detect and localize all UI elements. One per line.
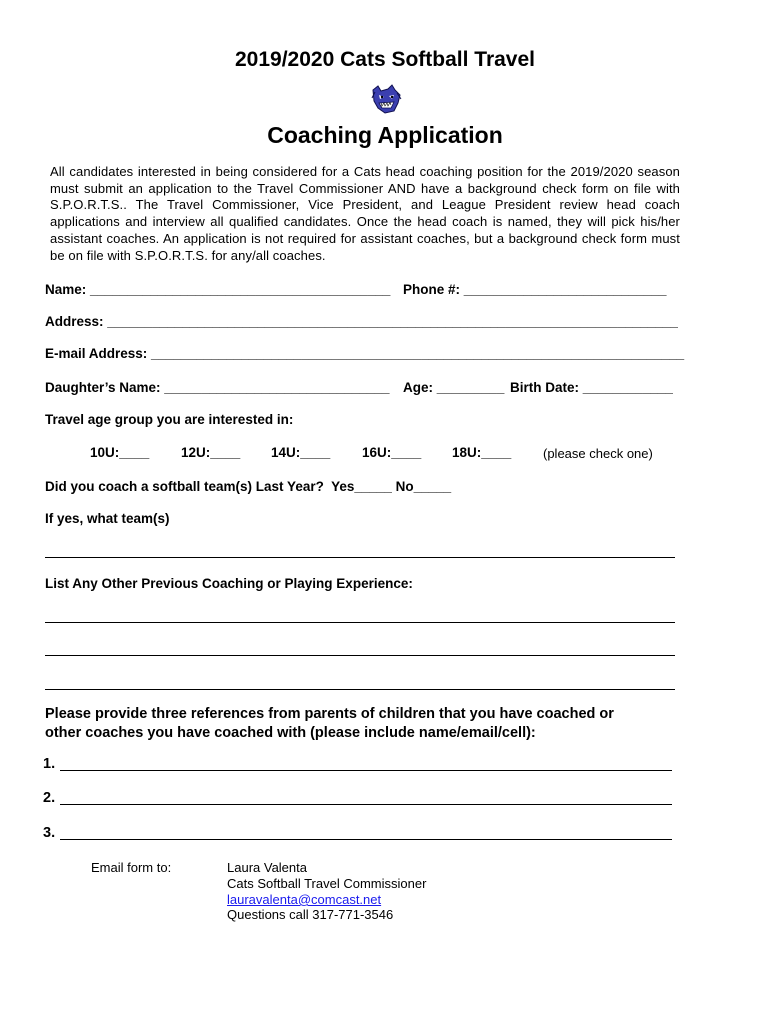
experience-label: List Any Other Previous Coaching or Playing Experience: [45,576,413,591]
name-field[interactable]: Name: ________________________________________ [45,282,391,297]
form-subtitle: Coaching Application [267,122,503,148]
reference-number-2: 2. [43,790,56,806]
reference-line-3[interactable] [60,839,672,840]
contact-email-link[interactable]: lauravalenta@comcast.net [227,892,382,907]
check-one-note: (please check one) [543,446,653,461]
team-answer-line[interactable] [45,557,675,558]
age-option-12u[interactable]: 12U:____ [181,445,241,460]
age-option-18u[interactable]: 18U:____ [452,445,512,460]
birth-date-field[interactable]: Birth Date: ____________ [510,380,673,395]
page-title: 2019/2020 Cats Softball Travel [235,48,535,71]
reference-line-1[interactable] [60,770,672,771]
contact-phone: Questions call 317-771-3546 [227,907,394,922]
last-year-question[interactable]: Did you coach a softball team(s) Last Year? Yes_____ No_____ [45,479,452,494]
age-option-14u[interactable]: 14U:____ [271,445,331,460]
experience-line-3[interactable] [45,689,675,690]
age-option-16u[interactable]: 16U:____ [362,445,422,460]
experience-line-1[interactable] [45,622,675,623]
references-prompt-line1: Please provide three references from parents of children that you have coached or [45,706,614,722]
daughter-name-field[interactable]: Daughter’s Name: ______________________________ [45,380,390,395]
phone-field[interactable]: Phone #: ___________________________ [403,282,667,297]
references-prompt-line2: other coaches you have coached with (please include name/email/cell): [45,725,536,741]
wildcat-mascot-icon [370,84,402,114]
contact-name: Laura Valenta [227,860,307,875]
age-group-question: Travel age group you are interested in: [45,412,294,427]
address-field[interactable]: Address: ____________________________________________________________________________ [45,314,678,329]
email-field[interactable]: E-mail Address: _______________________________________________________________________ [45,346,685,361]
experience-line-2[interactable] [45,655,675,656]
age-field[interactable]: Age: _________ [403,380,505,395]
age-option-10u[interactable]: 10U:____ [90,445,150,460]
if-yes-label: If yes, what team(s) [45,511,170,526]
reference-number-1: 1. [43,756,56,772]
reference-line-2[interactable] [60,804,672,805]
email-form-to-label: Email form to: [91,860,172,875]
contact-role: Cats Softball Travel Commissioner [227,876,427,891]
reference-number-3: 3. [43,825,56,841]
intro-paragraph: All candidates interested in being considered for a Cats head coaching position for the 2019/2020 season must submit an application to the Travel Commissioner AND have a background check form on file with S.P.O.R.T.S.. The Travel Commissioner, Vice President, and League President review head coach applications and interview all qualified candidates. Once the head coach is named, they will pick his/her assistant coaches. An application is not required for assistant coaches, but a background check form must be on file with S.P.O.R.T.S. for any/all coaches. [50,164,680,263]
